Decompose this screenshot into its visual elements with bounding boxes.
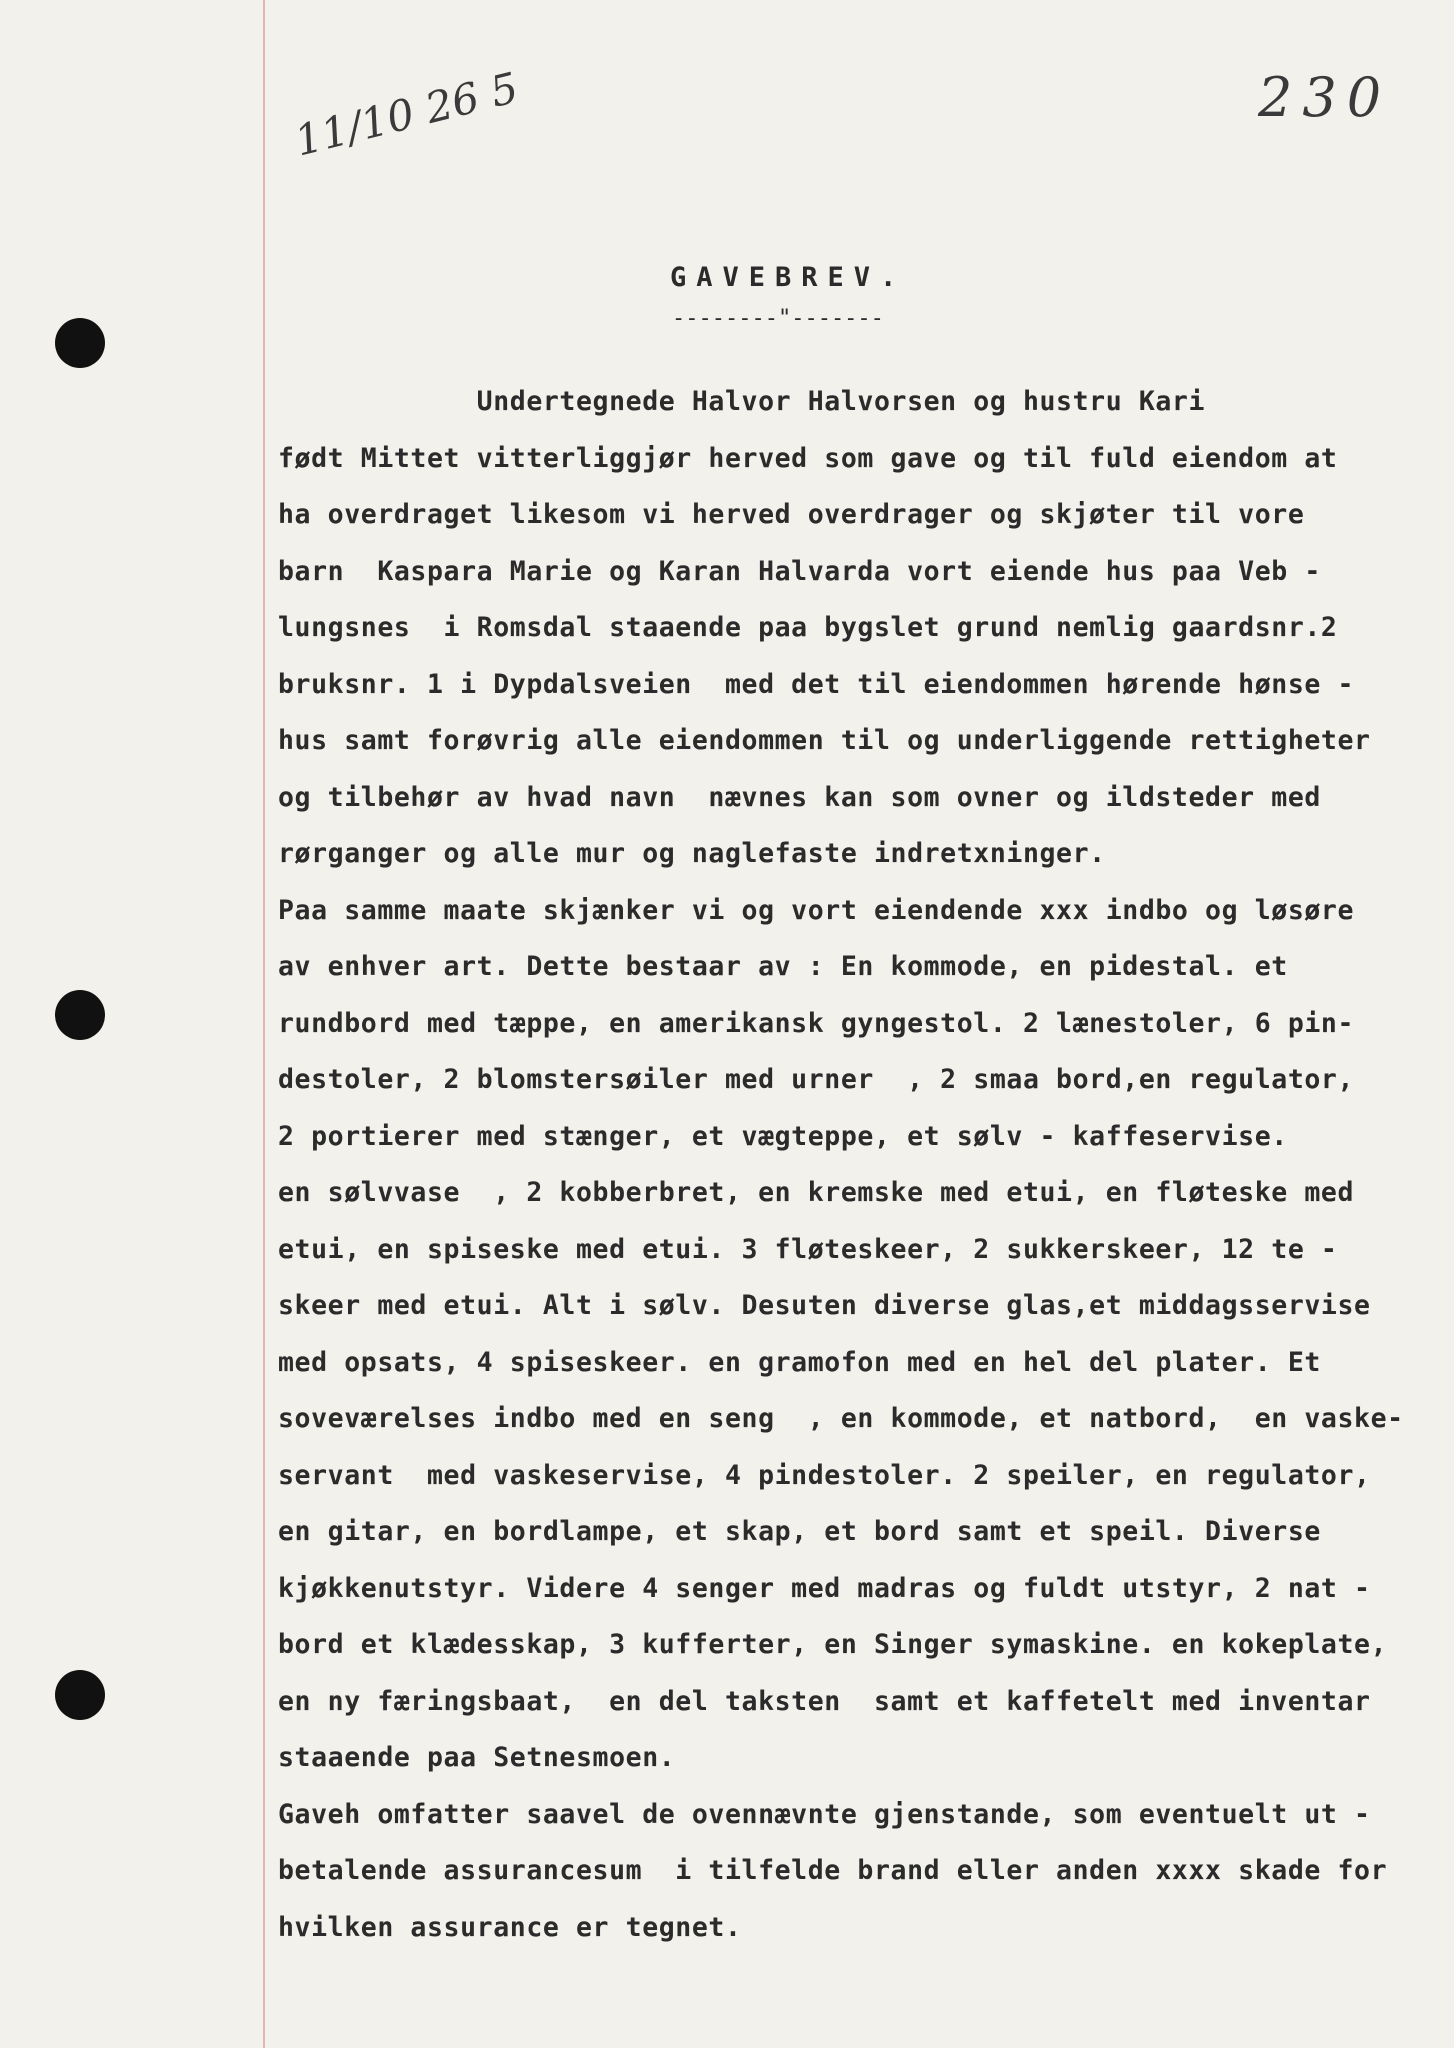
text-line: skeer med etui. Alt i sølv. Desuten diverse glas,et middagsservise — [278, 1290, 1371, 1321]
text-line: lungsnes i Romsdal staaende paa bygslet grund nemlig gaardsnr.2 — [278, 612, 1338, 643]
text-line: født Mittet vitterliggjør herved som gave og til fuld eiendom at — [278, 442, 1338, 474]
text-line: barn Kaspara Marie og Karan Halvarda vort eiende hus paa Veb - — [278, 555, 1321, 587]
text-line: kjøkkenutstyr. Videre 4 senger med madras og fuldt utstyr, 2 nat - — [278, 1572, 1371, 1604]
page-number: 230 — [1258, 66, 1392, 129]
text-line: en gitar, en bordlampe, et skap, et bord samt et speil. Diverse — [278, 1516, 1321, 1547]
text-line: staaende paa Setnesmoen. — [278, 1742, 676, 1773]
text-line: destoler, 2 blomstersøiler med urner , 2 smaa bord,en regulator, — [278, 1064, 1355, 1095]
punch-hole — [55, 990, 105, 1040]
text-line: betalende assurancesum i tilfelde brand eller anden xxxx skade for — [278, 1855, 1388, 1886]
text-line: rundbord med tæppe, en amerikansk gyngestol. 2 lænestoler, 6 pin- — [278, 1007, 1355, 1039]
text-line: Gaveh omfatter saavel de ovennævnte gjenstande, som eventuelt ut - — [278, 1798, 1371, 1830]
text-line: rørganger og alle mur og naglefaste indretxninger. — [278, 838, 1106, 869]
text-line: etui, en spiseske med etui. 3 fløteskeer, 2 sukkerskeer, 12 te - — [278, 1233, 1338, 1265]
text-line: bord et klædesskap, 3 kufferter, en Singer symaskine. en kokeplate, — [278, 1629, 1388, 1660]
text-line: en ny færingsbaat, en del taksten samt et kaffetelt med inventar — [278, 1685, 1371, 1717]
text-line: en sølvvase , 2 kobberbret, en kremske med etui, en fløteske med — [278, 1177, 1355, 1208]
text-line: ha overdraget likesom vi herved overdrager og skjøter til vore — [278, 499, 1305, 530]
body-text — [278, 374, 1438, 1956]
text-line: Paa samme maate skjænker vi og vort eiendende xxx indbo og løsøre — [278, 894, 1355, 926]
title-underline: --------"------- — [672, 306, 884, 331]
text-line: 2 portierer med stænger, et vægteppe, et sølv - kaffeservise. — [278, 1120, 1288, 1152]
punch-hole — [55, 318, 105, 368]
handwritten-date-note: 11/10 26 5 — [290, 62, 523, 166]
text-line: bruksnr. 1 i Dypdalsveien med det til eiendommen hørende hønse - — [278, 668, 1355, 700]
document-title: GAVEBREV. — [670, 262, 907, 293]
text-line: hvilken assurance er tegnet. — [278, 1911, 742, 1943]
text-line: servant med vaskeservise, 4 pindestoler. 2 speiler, en regulator, — [278, 1459, 1371, 1491]
text-line: hus samt forøvrig alle eiendommen til og underliggende rettigheter — [278, 725, 1371, 756]
text-line: Undertegnede Halvor Halvorsen og hustru Kari — [278, 386, 1206, 417]
text-line: soveværelses indbo med en seng , en kommode, et natbord, en vaske- — [278, 1403, 1404, 1434]
punch-hole — [55, 1670, 105, 1720]
text-line: med opsats, 4 spiseskeer. en gramofon med en hel del plater. Et — [278, 1346, 1321, 1378]
margin-line — [263, 0, 265, 2048]
text-line: av enhver art. Dette bestaar av : En kommode, en pidestal. et — [278, 951, 1288, 982]
text-line: og tilbehør av hvad navn nævnes kan som ovner og ildsteder med — [278, 781, 1321, 813]
